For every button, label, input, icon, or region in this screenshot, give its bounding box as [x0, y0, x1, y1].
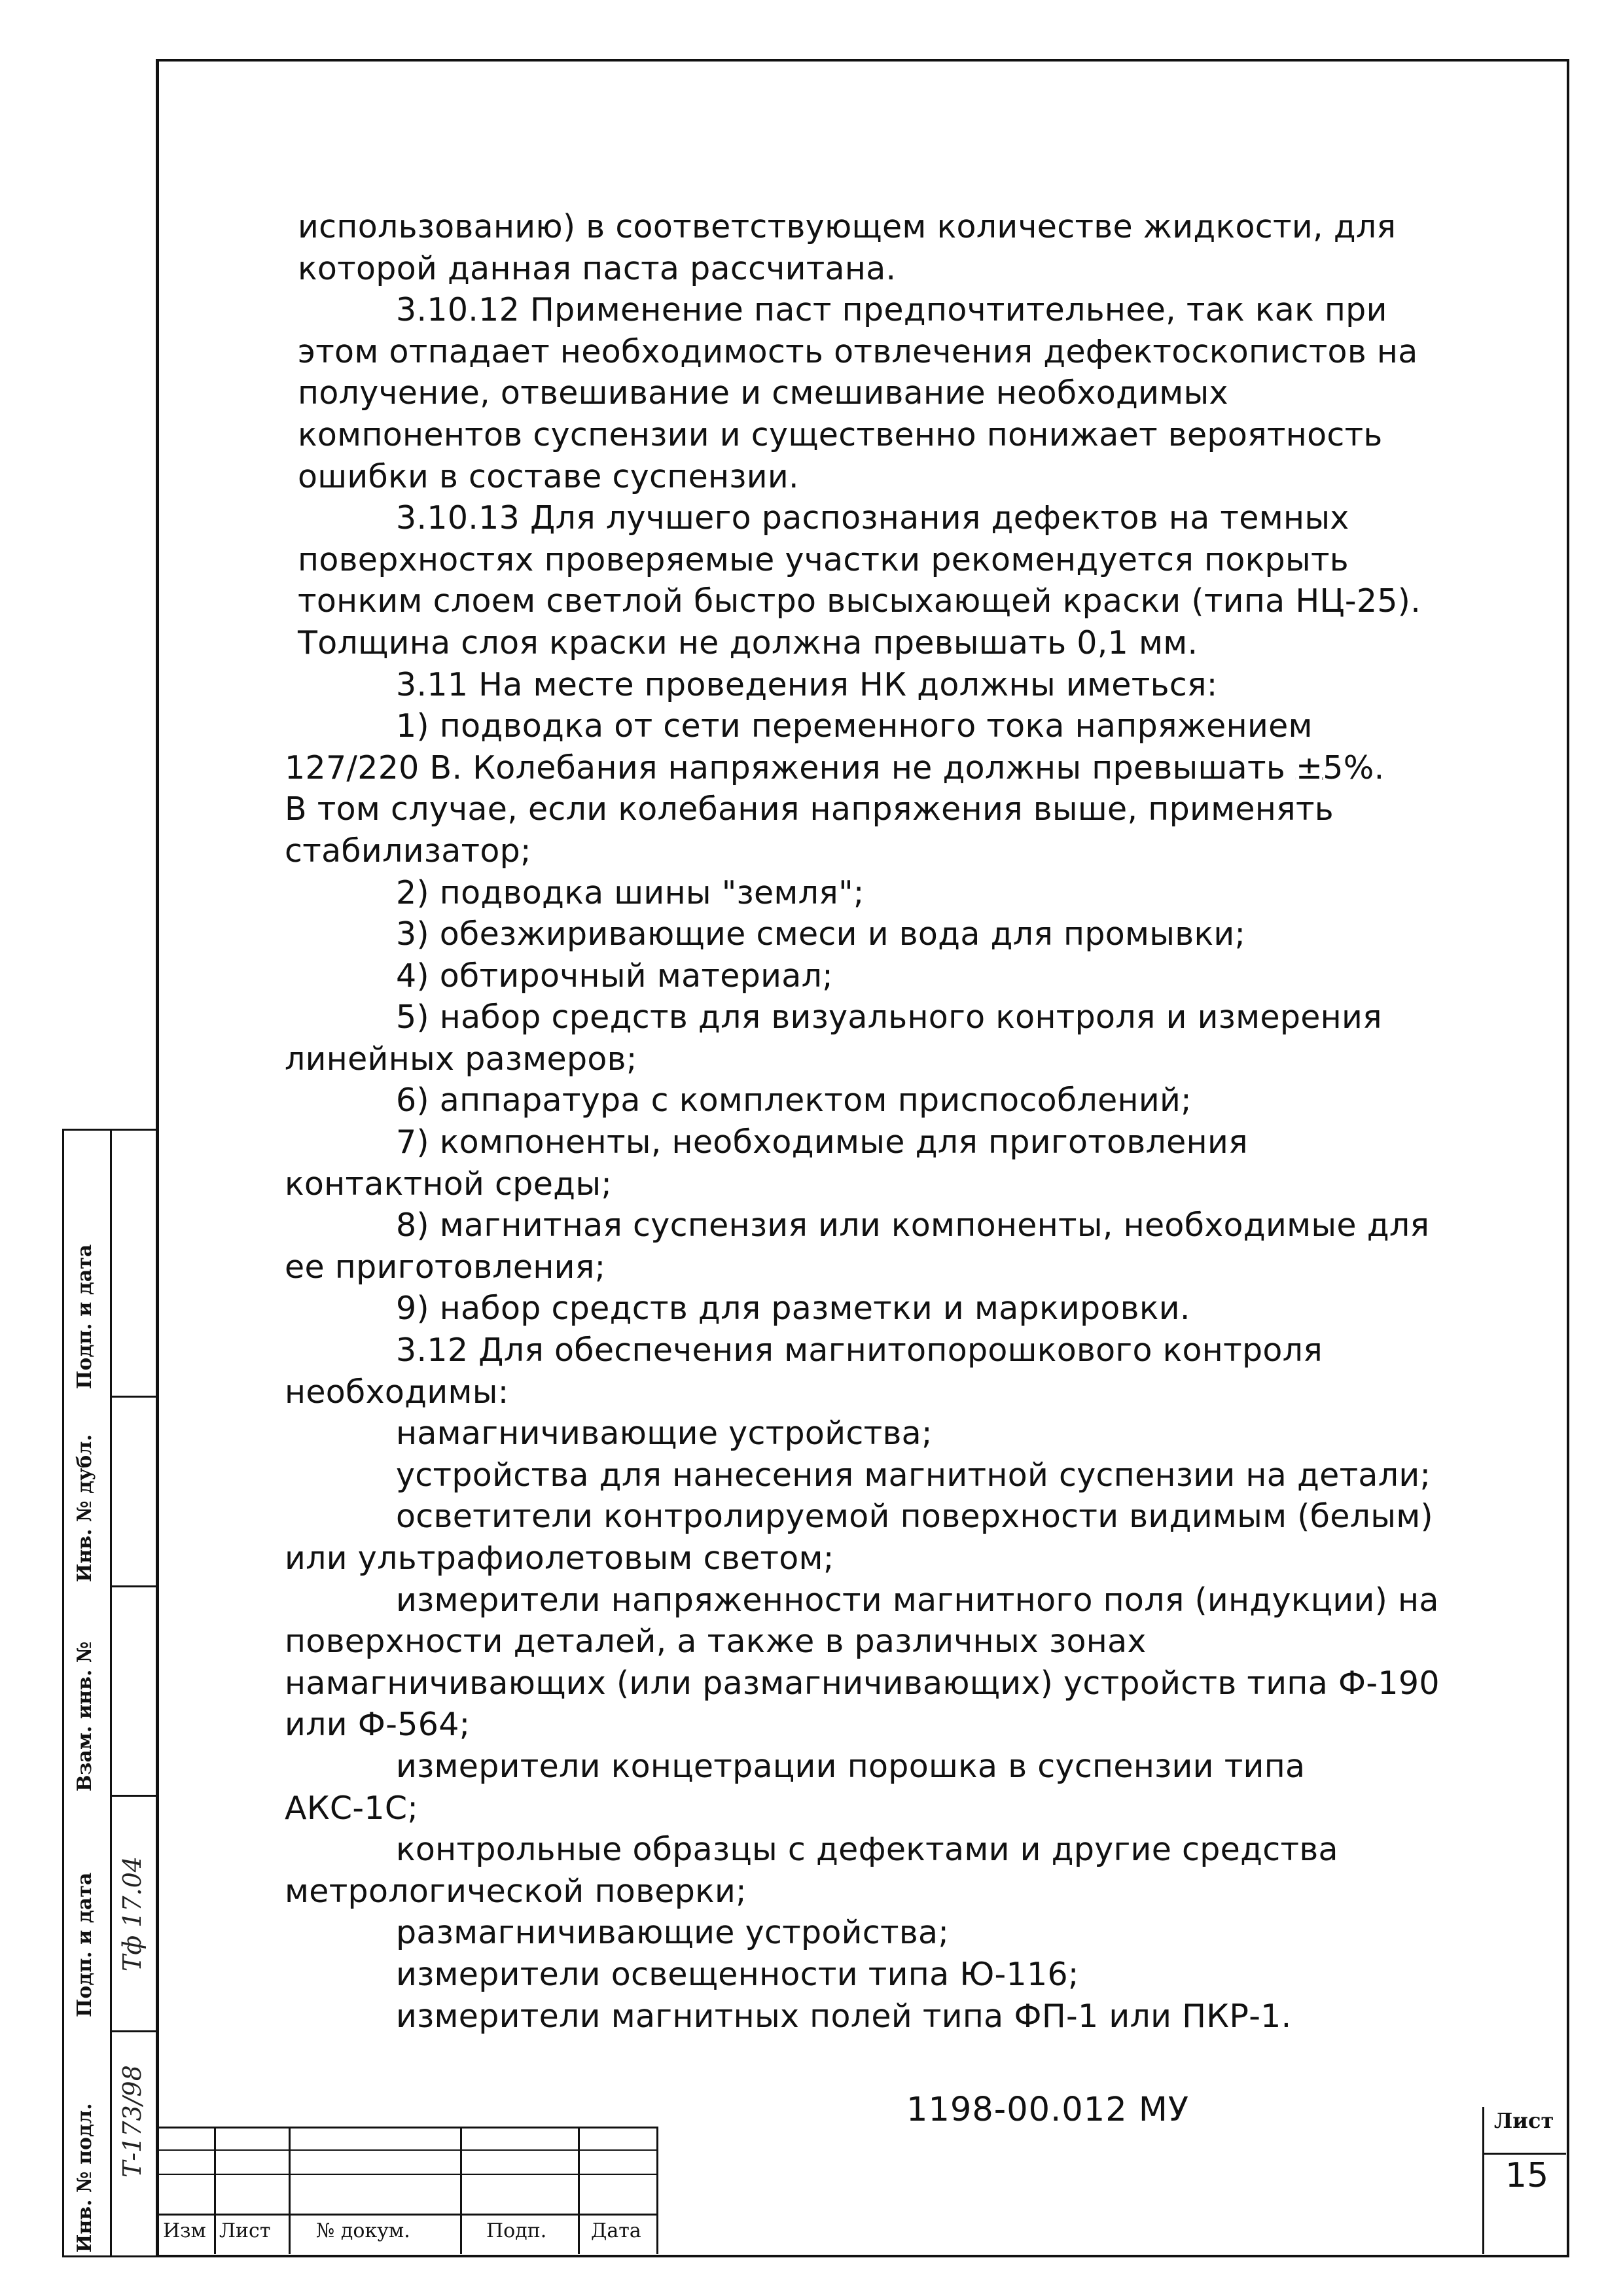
list-item: 7) компоненты, необходимые для приготовления	[396, 1123, 1248, 1161]
title-block-divider	[214, 2127, 216, 2254]
list-item: измерители освещенности типа Ю-116;	[396, 1955, 1079, 1993]
binding-separator	[110, 1396, 159, 1398]
text-line: контактной среды;	[285, 1165, 613, 1203]
handwritten-signature-date: Тф 17.04	[118, 1856, 147, 1971]
col-sheet: Лист	[219, 2219, 271, 2242]
col-change: Изм	[163, 2219, 206, 2242]
text-run: 127/220 В. Колебания напряжения не должны превышать	[285, 749, 1286, 786]
title-block-divider	[289, 2127, 291, 2254]
list-item: 2) подводка шины "земля";	[396, 874, 865, 911]
document-body	[285, 206, 1440, 2037]
list-item: 5) набор средств для визуального контроля и измерения	[396, 998, 1382, 1036]
list-item: 1) подводка от сети переменного тока напряжением	[396, 707, 1313, 745]
text-line: В том случае, если колебания напряжения выше, применять	[285, 790, 1334, 828]
sheet-number: 15	[1505, 2156, 1549, 2195]
title-block-divider	[460, 2127, 462, 2254]
list-item: 8) магнитная суспензия или компоненты, необходимые для	[396, 1207, 1430, 1245]
list-item: устройства для нанесения магнитной суспензии на детали;	[396, 1456, 1431, 1494]
text-line: намагничивающих (или размагничивающих) устройств типа Ф-190	[285, 1664, 1440, 1702]
text-line: Толщина слоя краски не должна превышать 0,1 мм.	[298, 624, 1198, 662]
text-line: тонким слоем светлой быстро высыхающей краски (типа НЦ-25).	[298, 582, 1421, 620]
text-line: линейных размеров;	[285, 1040, 637, 1078]
title-block-divider	[1482, 2107, 1484, 2254]
binding-column-divider	[110, 1131, 112, 2255]
title-block-divider	[656, 2127, 658, 2254]
binding-separator	[110, 1585, 159, 1587]
title-block-divider	[578, 2127, 580, 2254]
text-line: ее приготовления;	[285, 1248, 606, 1286]
col-date: Дата	[591, 2219, 641, 2242]
document-code: 1198-00.012 МУ	[906, 2091, 1189, 2129]
title-block-rule	[159, 2214, 656, 2216]
inv-original-label: Инв. № подл.	[73, 2103, 96, 2253]
text-line: получение, отвешивание и смешивание необходимых	[298, 374, 1228, 412]
text-line: компонентов суспензии и существенно понижает вероятность	[298, 415, 1383, 453]
binding-separator	[110, 2030, 159, 2032]
list-item: измерители магнитных полей типа ФП-1 или ПКР-1.	[396, 1997, 1292, 2035]
list-item: 3) обезжиривающие смеси и вода для промывки;	[396, 915, 1246, 953]
binding-separator	[110, 1795, 159, 1797]
text-line: этом отпадает необходимость отвлечения дефектоскопистов на	[298, 332, 1418, 370]
list-item: измерители напряженности магнитного поля (индукции) на	[396, 1581, 1439, 1619]
text-line: необходимы:	[285, 1373, 509, 1411]
list-item: размагничивающие устройства;	[396, 1914, 950, 1952]
sign-date-label-2: Подп. и дата	[73, 1244, 96, 1389]
text-line: поверхности деталей, а также в различных зонах	[285, 1623, 1147, 1661]
list-item: осветители контролируемой поверхности видимым (белым)	[396, 1498, 1433, 1536]
list-item: 4) обтирочный материал;	[396, 957, 834, 995]
list-item: намагничивающие устройства;	[396, 1415, 933, 1453]
text-line: АКС-1С;	[285, 1789, 419, 1827]
title-block-rule	[159, 2149, 656, 2151]
list-item: контрольные образцы с дефектами и другие средства	[396, 1831, 1338, 1869]
duplicate-inv-label: Инв. № дубл.	[73, 1434, 96, 1582]
text-line: стабилизатор;	[285, 832, 531, 870]
text-line: или Ф-564;	[285, 1706, 471, 1744]
title-block	[159, 2127, 1566, 2257]
text-line: использованию) в соответствующем количестве жидкости, для	[298, 208, 1397, 245]
text-line	[285, 747, 1423, 789]
title-block-rule	[159, 2174, 656, 2175]
list-item: измерители концетрации порошка в суспензии типа	[396, 1747, 1306, 1785]
replacement-inv-label: Взам. инв. №	[73, 1641, 96, 1792]
plus-minus-sign: ±	[1295, 749, 1323, 786]
col-signature: Подп.	[486, 2219, 547, 2242]
list-item: 6) аппаратура с комплектом приспособлений;	[396, 1082, 1192, 1120]
sheet-label: Лист	[1494, 2108, 1554, 2133]
binding-strip	[62, 1129, 159, 2257]
clause-3-12: 3.12 Для обеспечения магнитопорошкового контроля	[396, 1332, 1323, 1369]
clause-3-10-12: 3.10.12 Применение паст предпочтительнее, так как при	[396, 291, 1387, 329]
clause-3-10-13: 3.10.13 Для лучшего распознания дефектов на темных	[396, 499, 1349, 537]
col-doc-number: № докум.	[316, 2219, 410, 2242]
clause-3-11: 3.11 На месте проведения НК должны иметься:	[396, 665, 1218, 703]
title-block-rule	[1482, 2153, 1566, 2155]
text-line: ошибки в составе суспензии.	[298, 457, 799, 495]
text-run: 5%.	[1323, 749, 1385, 786]
text-line: метрологической поверки;	[285, 1872, 747, 1910]
text-line: которой данная паста рассчитана.	[298, 249, 897, 287]
sign-date-label: Подп. и дата	[73, 1872, 96, 2017]
text-line: или ультрафиолетовым светом;	[285, 1540, 834, 1577]
list-item: 9) набор средств для разметки и маркировки.	[396, 1290, 1190, 1328]
handwritten-inv-number: Т-173/98	[118, 2065, 147, 2178]
title-block-rule	[159, 2127, 656, 2128]
text-line: поверхностях проверяемые участки рекомендуется покрыть	[298, 540, 1349, 578]
